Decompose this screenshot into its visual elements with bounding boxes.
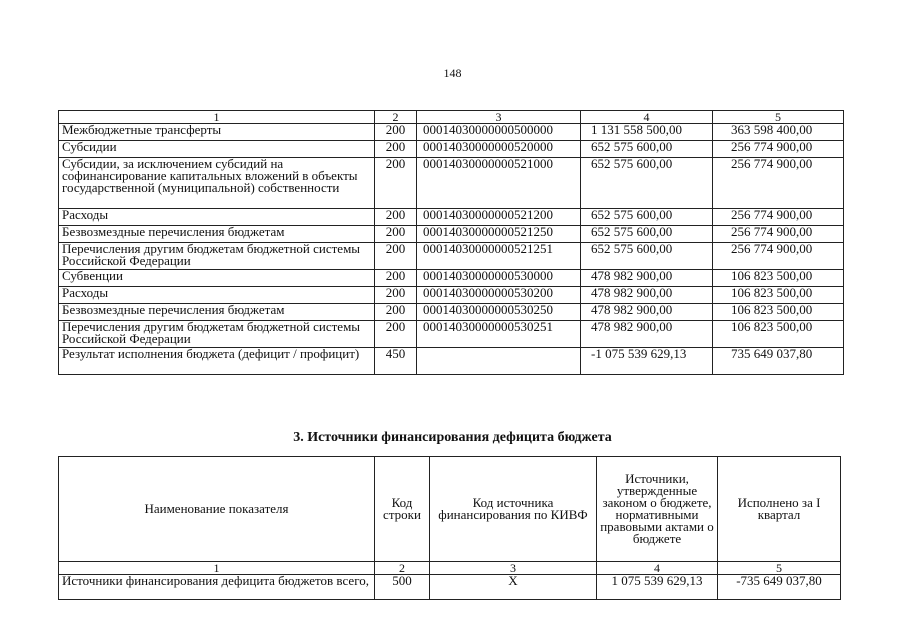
header-row [59, 457, 841, 562]
row-approved: 478 982 900,00 [581, 270, 713, 287]
table-row [59, 270, 844, 287]
row-approved: 652 575 600,00 [581, 141, 713, 158]
table-row [59, 124, 844, 141]
row-executed: 106 823 500,00 [713, 304, 844, 321]
column-number: 4 [581, 111, 713, 124]
row-executed: -735 649 037,80 [718, 575, 841, 600]
row-line-code: 200 [375, 304, 417, 321]
row-name: Безвозмездные перечисления бюджетам [59, 226, 375, 243]
row-line-code: 200 [375, 226, 417, 243]
row-executed: 106 823 500,00 [713, 270, 844, 287]
table-row [59, 287, 844, 304]
row-executed: 256 774 900,00 [713, 243, 844, 270]
table-row [59, 321, 844, 348]
header-approved: Источники, утвержденные законом о бюджете, нормативными правовыми актами о бюджете [597, 457, 718, 562]
column-number: 3 [430, 562, 597, 575]
row-budget-code: 00014030000000530000 [417, 270, 581, 287]
table-row [59, 209, 844, 226]
column-number: 5 [718, 562, 841, 575]
header-name: Наименование показателя [59, 457, 375, 562]
row-approved: 478 982 900,00 [581, 321, 713, 348]
row-name: Субсидии [59, 141, 375, 158]
row-line-code: 200 [375, 287, 417, 304]
row-executed: 256 774 900,00 [713, 158, 844, 209]
row-approved: 652 575 600,00 [581, 209, 713, 226]
table-row [59, 575, 841, 600]
row-name: Перечисления другим бюджетам бюджетной системы Российской Федерации [59, 321, 375, 348]
financing-sources-table [58, 456, 841, 600]
row-budget-code: 00014030000000520000 [417, 141, 581, 158]
row-executed: 256 774 900,00 [713, 141, 844, 158]
row-source-code: X [430, 575, 597, 600]
row-approved: 1 075 539 629,13 [597, 575, 718, 600]
row-approved: 652 575 600,00 [581, 243, 713, 270]
header-source-code: Код источника финансирования по КИВФ [430, 457, 597, 562]
column-number: 2 [375, 111, 417, 124]
row-line-code: 450 [375, 348, 417, 375]
row-executed: 106 823 500,00 [713, 321, 844, 348]
row-executed: 363 598 400,00 [713, 124, 844, 141]
column-number-row [59, 562, 841, 575]
column-number: 4 [597, 562, 718, 575]
row-budget-code: 00014030000000521000 [417, 158, 581, 209]
row-approved: 478 982 900,00 [581, 287, 713, 304]
row-approved: 1 131 558 500,00 [581, 124, 713, 141]
row-name: Межбюджетные трансферты [59, 124, 375, 141]
row-executed: 256 774 900,00 [713, 209, 844, 226]
row-line-code: 200 [375, 158, 417, 209]
row-approved: 652 575 600,00 [581, 158, 713, 209]
row-name: Субвенции [59, 270, 375, 287]
row-approved: 478 982 900,00 [581, 304, 713, 321]
row-name: Результат исполнения бюджета (дефицит / профицит) [59, 348, 375, 375]
row-line-code: 200 [375, 141, 417, 158]
table-row [59, 243, 844, 270]
row-executed: 735 649 037,80 [713, 348, 844, 375]
row-budget-code: 00014030000000530251 [417, 321, 581, 348]
column-number-row [59, 111, 844, 124]
column-number: 1 [59, 111, 375, 124]
row-name: Безвозмездные перечисления бюджетам [59, 304, 375, 321]
row-budget-code [417, 348, 581, 375]
table-row [59, 226, 844, 243]
row-approved: -1 075 539 629,13 [581, 348, 713, 375]
row-name: Расходы [59, 209, 375, 226]
table-row [59, 348, 844, 375]
column-number: 3 [417, 111, 581, 124]
row-budget-code: 00014030000000530200 [417, 287, 581, 304]
row-approved: 652 575 600,00 [581, 226, 713, 243]
column-number: 1 [59, 562, 375, 575]
row-line-code: 200 [375, 321, 417, 348]
row-line-code: 200 [375, 243, 417, 270]
row-budget-code: 00014030000000521200 [417, 209, 581, 226]
table-row [59, 304, 844, 321]
row-line-code: 200 [375, 124, 417, 141]
column-number: 5 [713, 111, 844, 124]
table-row [59, 158, 844, 209]
row-budget-code: 00014030000000530250 [417, 304, 581, 321]
row-budget-code: 00014030000000521250 [417, 226, 581, 243]
row-name: Источники финансирования дефицита бюджетов всего, [59, 575, 375, 600]
header-executed: Исполнено за I квартал [718, 457, 841, 562]
page-number: 148 [443, 66, 462, 80]
row-line-code: 500 [375, 575, 430, 600]
row-executed: 256 774 900,00 [713, 226, 844, 243]
row-executed: 106 823 500,00 [713, 287, 844, 304]
table-row [59, 141, 844, 158]
row-line-code: 200 [375, 270, 417, 287]
row-line-code: 200 [375, 209, 417, 226]
row-budget-code: 00014030000000500000 [417, 124, 581, 141]
section-title: 3. Источники финансирования дефицита бюджета [293, 430, 612, 445]
expenses-table [58, 110, 844, 375]
column-number: 2 [375, 562, 430, 575]
header-line-code: Код строки [375, 457, 430, 562]
row-name: Расходы [59, 287, 375, 304]
row-budget-code: 00014030000000521251 [417, 243, 581, 270]
row-name: Перечисления другим бюджетам бюджетной системы Российской Федерации [59, 243, 375, 270]
row-name: Субсидии, за исключением субсидий на софинансирование капитальных вложений в объекты государственной (муниципальной) собственности [59, 158, 375, 209]
